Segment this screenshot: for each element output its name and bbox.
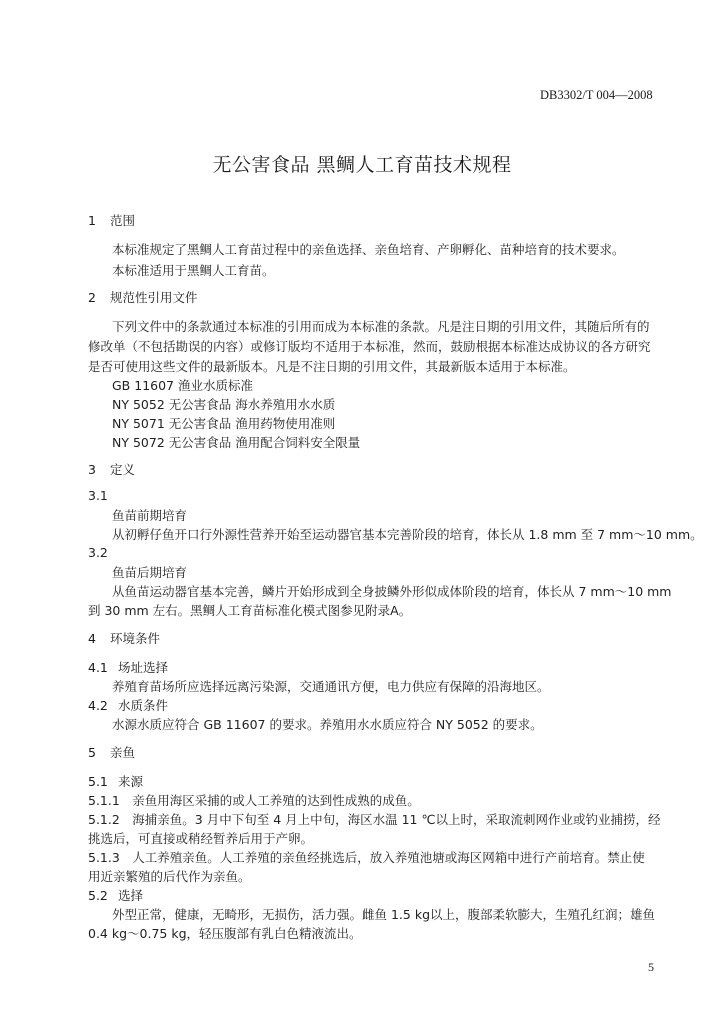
paragraph-line: 是否可使用这些文件的最新版本。凡是不注日期的引用文件，其最新版本适用于本标准。 (88, 359, 576, 374)
section-title: 亲鱼 (110, 745, 136, 760)
definition-number: 3.2 (88, 545, 108, 560)
subsection-heading (88, 886, 143, 904)
subsection-title: 来源 (118, 774, 144, 789)
subsection-title: 场址选择 (118, 660, 169, 675)
reference-item: NY 5052 无公害食品 海水养殖用水水质 (112, 397, 336, 412)
section-number: 1 (88, 213, 96, 228)
subsection-number: 4.2 (88, 698, 108, 713)
paragraph-line: 水源水质应符合 GB 11607 的要求。养殖用水水质应符合 NY 5052 的要求。 (112, 717, 543, 732)
section-title: 环境条件 (110, 631, 161, 646)
subsection-number: 5.2 (88, 888, 108, 903)
definition-text: 到 30 mm 左右。黑鲷人工育苗标准化模式图参见附录A。 (88, 603, 412, 618)
clause-line: 用近亲繁殖的后代作为亲鱼。 (88, 869, 251, 884)
section-title: 范围 (110, 213, 136, 228)
section-heading-2 (88, 288, 198, 306)
document-title: 无公害食品 黑鲷人工育苗技术规程 (212, 154, 512, 176)
subsection-number: 5.1 (88, 774, 108, 789)
section-number: 4 (88, 631, 96, 646)
section-number: 2 (88, 290, 96, 305)
subsection-number: 4.1 (88, 660, 108, 675)
reference-item: NY 5072 无公害食品 渔用配合饲料安全限量 (112, 435, 361, 450)
page-number: 5 (648, 960, 654, 974)
subsection-heading (88, 696, 168, 714)
reference-item: GB 11607 渔业水质标准 (112, 378, 253, 393)
clause-line: 挑选后，可直接或稍经暂养后用于产卵。 (88, 831, 314, 846)
subsection-heading (88, 658, 168, 676)
standard-code: DB3302/T 004—2008 (540, 88, 653, 102)
section-title: 规范性引用文件 (110, 290, 198, 305)
clause-line: 5.1.1 亲鱼用海区采捕的或人工养殖的达到性成熟的成鱼。 (88, 793, 420, 808)
section-number: 5 (88, 745, 96, 760)
clause-line: 5.1.3 人工养殖亲鱼。人工养殖的亲鱼经挑选后，放入养殖池塘或海区网箱中进行产前培育。禁止使 (88, 850, 645, 865)
subsection-heading (88, 772, 143, 790)
section-heading-4 (88, 629, 160, 647)
definition-text: 从初孵仔鱼开口行外源性营养开始至运动器官基本完善阶段的培育，体长从 1.8 mm 至 7 mm～10 mm。 (112, 527, 703, 542)
definition-number: 3.1 (88, 488, 108, 503)
paragraph-line: 本标准规定了黑鲷人工育苗过程中的亲鱼选择、亲鱼培育、产卵孵化、苗种培育的技术要求。 (112, 242, 625, 257)
paragraph-line: 本标准适用于黑鲷人工育苗。 (112, 263, 275, 278)
section-heading-3 (88, 460, 135, 478)
paragraph-line: 外型正常，健康，无畸形，无损伤，活力强。雌鱼 1.5 kg以上，腹部柔软膨大，生殖孔红润；雄鱼 (112, 907, 656, 922)
clause-line: 5.1.2 海捕亲鱼。3 月中下旬至 4 月上中旬，海区水温 11 ℃以上时，采取流刺网作业或钓业捕捞，经 (88, 812, 661, 827)
paragraph-line: 修改单（不包括勘误的内容）或修订版均不适用于本标准，然而，鼓励根据本标准达成协议的各方研究 (88, 339, 651, 354)
subsection-title: 水质条件 (118, 698, 169, 713)
paragraph-line: 下列文件中的条款通过本标准的引用而成为本标准的条款。凡是注日期的引用文件，其随后所有的 (112, 319, 650, 334)
definition-term: 鱼苗后期培育 (112, 565, 188, 580)
paragraph-line: 0.4 kg～0.75 kg，轻压腹部有乳白色精液流出。 (88, 926, 362, 941)
definition-term: 鱼苗前期培育 (112, 508, 188, 523)
paragraph-line: 养殖育苗场所应选择远离污染源，交通通讯方便，电力供应有保障的沿海地区。 (112, 679, 550, 694)
subsection-title: 选择 (118, 888, 144, 903)
definition-text: 从鱼苗运动器官基本完善，鳞片开始形成到全身披鳞外形似成体阶段的培育，体长从 7 mm～10 mm (112, 584, 672, 599)
reference-item: NY 5071 无公害食品 渔用药物使用准则 (112, 416, 336, 431)
section-number: 3 (88, 462, 96, 477)
section-heading-5 (88, 743, 135, 761)
section-heading-1 (88, 211, 135, 229)
section-title: 定义 (110, 462, 136, 477)
